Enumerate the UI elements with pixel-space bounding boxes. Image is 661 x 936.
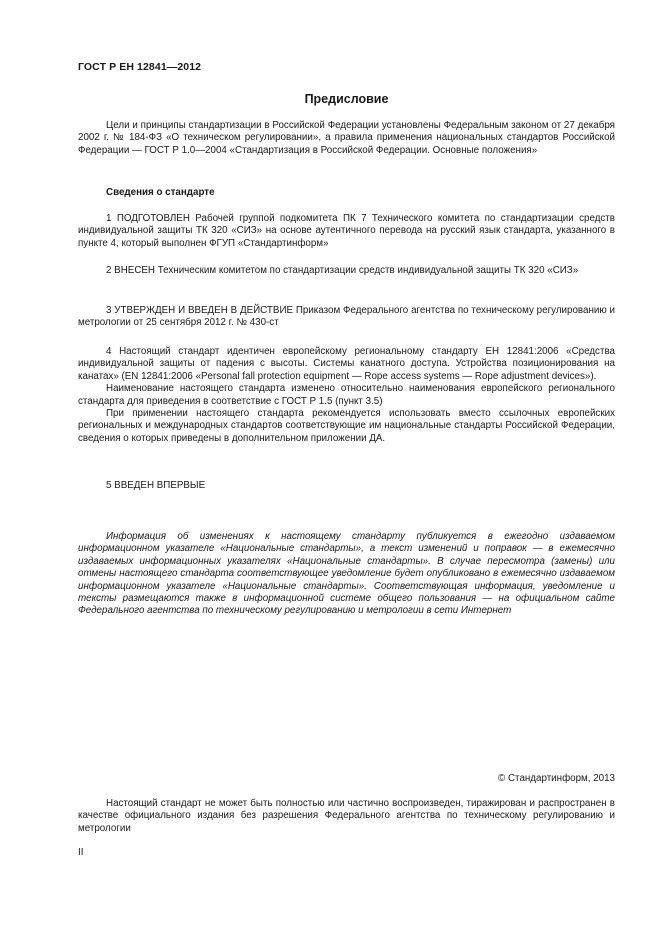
copyright-line: © Стандартинформ, 2013 [498,773,615,784]
item-3-block [78,305,615,330]
page-number: II [78,847,84,858]
item-1-block [78,213,615,250]
item-2-paragraph: 2 ВНЕСЕН Техническим комитетом по стандартизации средств индивидуальной защиты ТК 320 «СИЗ» [106,265,579,276]
item-4-name-note: Наименование настоящего стандарта изменено относительно наименования европейского регионального стандарта для приведения в соответствие с ГОСТ Р 1.5 (пункт 3.5) [78,383,615,407]
standard-info-heading-block [78,187,615,199]
item-2-block [78,265,615,277]
standard-info-heading: Сведения о стандарте [106,187,215,198]
item-5-paragraph: 5 ВВЕДЕН ВПЕРВЫЕ [106,480,206,491]
standard-code-header: ГОСТ Р ЕН 12841—2012 [78,61,202,73]
preface-intro-block [78,120,615,157]
item-1-paragraph: 1 ПОДГОТОВЛЕН Рабочей группой подкомитета ПК 7 Технического комитета по стандартизации средств индивидуальной защиты ТК 320 «СИЗ» на основе аутентичного перевода на русский язык стандарта, указанного в пункте 4, который выполнен ФГУП «Стандартинформ» [78,213,615,249]
notice-block [78,531,615,618]
changes-notice-paragraph: Информация об изменениях к настоящему стандарту публикуется в ежегодно издаваемом информационном указателе «Национальные стандарты», а текст изменений и поправок — в ежемесячно издаваемых информационных указателях «Национальные стандарты». В случае пересмотра (замены) или отмены настоящего стандарта соответствующее уведомление будет опубликовано в ежемесячно издаваемом информационном указателе «Национальные стандарты». Соответствующая информация, уведомление и тексты размещаются также в информационной системе общего пользования — на официальном сайте Федерального агентства по техническому регулированию и метрологии в сети Интернет [78,531,615,617]
preface-intro-paragraph: Цели и принципы стандартизации в Российской Федерации установлены Федеральным законом от 27 декабря 2002 г. № 184-ФЗ «О техническом регулировании», а правила применения национальных стандартов Российской Федерации — ГОСТ Р 1.0—2004 «Стандартизация в Российской Федерации. Основные положения» [78,120,615,156]
item-3-paragraph: 3 УТВЕРЖДЕН И ВВЕДЕН В ДЕЙСТВИЕ Приказом Федерального агентства по техническому регулированию и метрологии от 25 сентября 2012 г. № 430-ст [78,305,615,329]
reproduction-block [78,798,615,835]
item-5-block [78,480,615,492]
item-4-references-note: При применении настоящего стандарта рекомендуется использовать вместо ссылочных европейских региональных и международных стандартов соответствующие им национальные стандарты Российской Федерации, сведения о которых приведены в дополнительном приложении ДА. [78,408,615,444]
page-title: Предисловие [304,92,389,106]
item-4-block [78,346,615,445]
item-4-paragraph: 4 Настоящий стандарт идентичен европейскому региональному стандарту ЕН 12841:2006 «Средства индивидуальной защиты от падения с высоты. Системы канатного доступа. Устройства позиционирования на канатах» (EN 12841:2006 «Personal fall protection equipment — Rope access systems — Rope adjustment devices»). [78,346,615,382]
reproduction-notice-paragraph: Настоящий стандарт не может быть полностью или частично воспроизведен, тиражирован и распространен в качестве официального издания без разрешения Федерального агентства по техническому регулированию и метрологии [78,798,615,834]
